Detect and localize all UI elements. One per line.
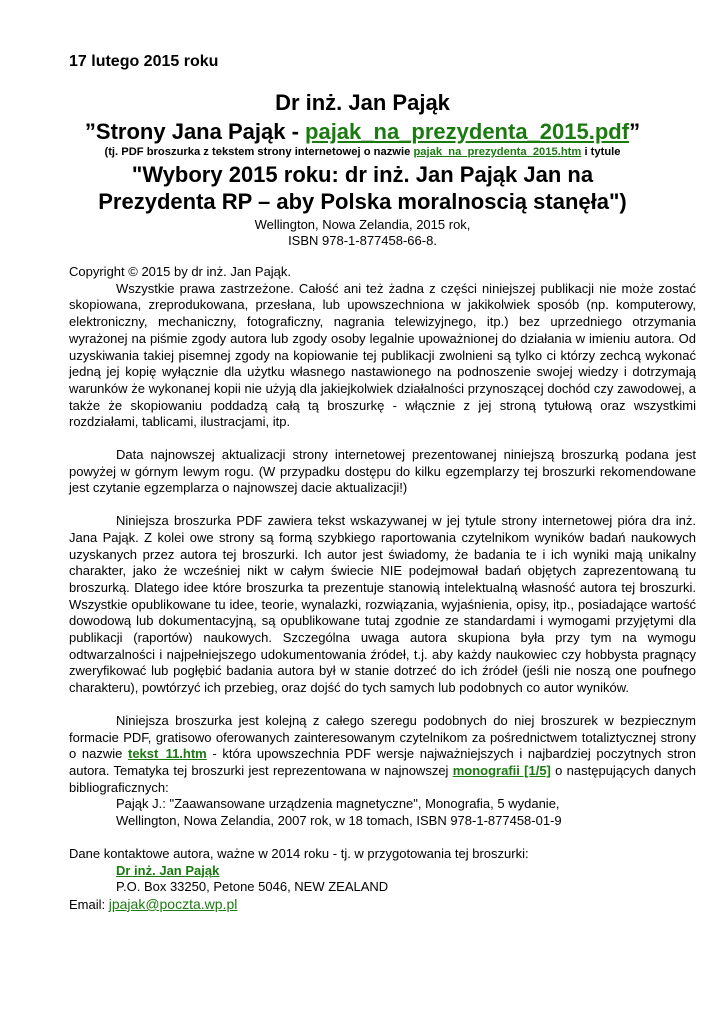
document-body: [69, 264, 696, 914]
author-name-link[interactable]: Dr inż. Jan Pająk: [116, 862, 220, 878]
pdf-filename-link[interactable]: pajak_na_prezydenta_2015.pdf: [305, 119, 630, 144]
strony-prefix: ”Strony Jana Pająk -: [84, 119, 306, 144]
brochure-title: [0, 161, 725, 215]
htm-filename-link[interactable]: pajak_na_prezydenta_2015.htm: [413, 146, 582, 158]
contact-block: [69, 846, 696, 914]
strony-heading: [0, 118, 725, 145]
publication-info: [0, 217, 725, 249]
title-line-2: Prezydenta RP – aby Polska moralnoscią stanęła"): [98, 189, 627, 214]
tj-subtitle: [0, 145, 725, 159]
title-line-1: "Wybory 2015 roku: dr inż. Jan Pająk Jan na: [131, 162, 594, 187]
series-text-b: - która upowszechnia PDF wersje najważniejszych i najbardziej poczytnych stron autora. Tematyka tej broszurki jest reprezentowana w najnowszej: [69, 746, 696, 778]
reference-line-2: Wellington, Nowa Zelandia, 2007 rok, w 18 tomach, ISBN 978-1-877458-01-9: [116, 813, 562, 829]
rights-paragraph: Wszystkie prawa zastrzeżone. Całość ani też żadna z części niniejszej publikacji nie może zostać skopiowana, zreprodukowana, przesłana, lub upowszechniona w jakikolwiek sposób (np. komputerowy, elektroniczny, mechaniczny, fotograficzny, nagrania telewizyjnego, itp.) bez uprzedniego otrzymania wyrażonej na piśmie zgody autora lub zgody osoby legalnie upoważnionej do działania w imieniu autora. Od uzyskiwania takiej pisemnej zgody na kopiowanie tej publikacji zwolnieni są tylko ci którzy zechcą wykonać jedną jej kopię wyłącznie dla użytku własnego nastawionego na podnoszenie swojej wiedzy i dotrzymają warunków że wykonanej kopii nie użyją dla jakiejkolwiek działalności przynoszącej dochód czy zawodowej, a także że skopiowaniu poddadzą całą tą broszurkę - włącznie z jej stroną tytułową oraz wszystkimi rozdziałami, tablicami, ilustracjami, itp.: [69, 280, 696, 430]
series-paragraph: [69, 713, 696, 797]
series-text-c: o następujących danych bibliograficznych:: [69, 762, 696, 795]
author-heading: Dr inż. Jan Pająk: [275, 90, 450, 115]
tekst-11-link[interactable]: tekst_11.htm: [127, 746, 207, 762]
update-date: 17 lutego 2015 roku: [69, 53, 219, 70]
isbn: ISBN 978-1-877458-66-8.: [288, 233, 437, 248]
tj-prefix: (tj. PDF broszurka z tekstem strony internetowej o nazwie: [104, 146, 414, 158]
email-row: [69, 896, 696, 914]
copyright-line: Copyright © 2015 by dr inż. Jan Pająk.: [69, 264, 292, 279]
content-paragraph: Niniejsza broszurka PDF zawiera tekst wskazywanej w jej tytule strony internetowej pióra dra inż. Jana Pająk. Z kolei owe strony są formą szybkiego raportowania czytelnikom wyników badań naukowych uzyskanych przez autora tej broszurki. Ich autor jest świadomy, że badania te i ich wyniki mają unikalny charakter, jako że wcześniej nikt w całym świecie NIE podejmował badań objętych zaprezentowaną tu broszurką. Dlatego idee które broszurka ta prezentuje stanowią intelektualną własność autora tej broszurki. Wszystkie opublikowane tu idee, teorie, wynalazki, rozwiązania, wyjaśnienia, opisy, itp., posiadające wartość dowodową lub dokumentacyjną, są opublikowane tutaj zgodnie ze standardami i wymogami przyjętymi dla publikacji (raportów) naukowych. Szczególna uwaga autora skupiona była przy tym na wymogu odtwarzalności i najpełniejszego udokumentowania źródeł, t.j. aby każdy naukowiec czy hobbysta pragnący zweryfikować lub pogłębić badania autora był w stanie dotrzeć do ich źródeł (jeśli nie noszą one poufnego charakteru), powtórzyć ich przebieg, oraz dojść do tych samych lub podobnych co autor wyników.: [69, 513, 696, 696]
series-text-a: Niniejsza broszurka jest kolejną z całego szeregu podobnych do niej broszurek w bezpiecznym formacie PDF, gratisowo oferowanych zainteresowanym czytelnikom za pośrednictwem totaliztycznej strony o nazwie: [69, 712, 696, 762]
email-link[interactable]: jpajak@poczta.wp.pl: [108, 895, 238, 912]
email-label: Email:: [69, 896, 109, 912]
postal-address: P.O. Box 33250, Petone 5046, NEW ZEALAND: [116, 879, 389, 895]
tj-suffix: i tytule: [581, 146, 621, 158]
monograph-link[interactable]: monografii [1/5]: [452, 762, 551, 778]
publication-place: Wellington, Nowa Zelandia, 2015 rok,: [254, 217, 471, 232]
strony-suffix: ”: [629, 119, 641, 144]
contact-intro: Dane kontaktowe autora, ważne w 2014 roku - tj. w przygotowania tej broszurki:: [69, 845, 529, 861]
update-paragraph: Data najnowszej aktualizacji strony internetowej prezentowanej niniejszą broszurką podana jest powyżej w górnym lewym rogu. (W przypadku dostępu do kilku egzemplarzy tej broszurki rekomendowane jest czytanie egzemplarza o najnowszej dacie aktualizacji!): [69, 447, 696, 496]
reference-line-1: Pająk J.: "Zaawansowane urządzenia magnetyczne", Monografia, 5 wydanie,: [116, 796, 560, 812]
